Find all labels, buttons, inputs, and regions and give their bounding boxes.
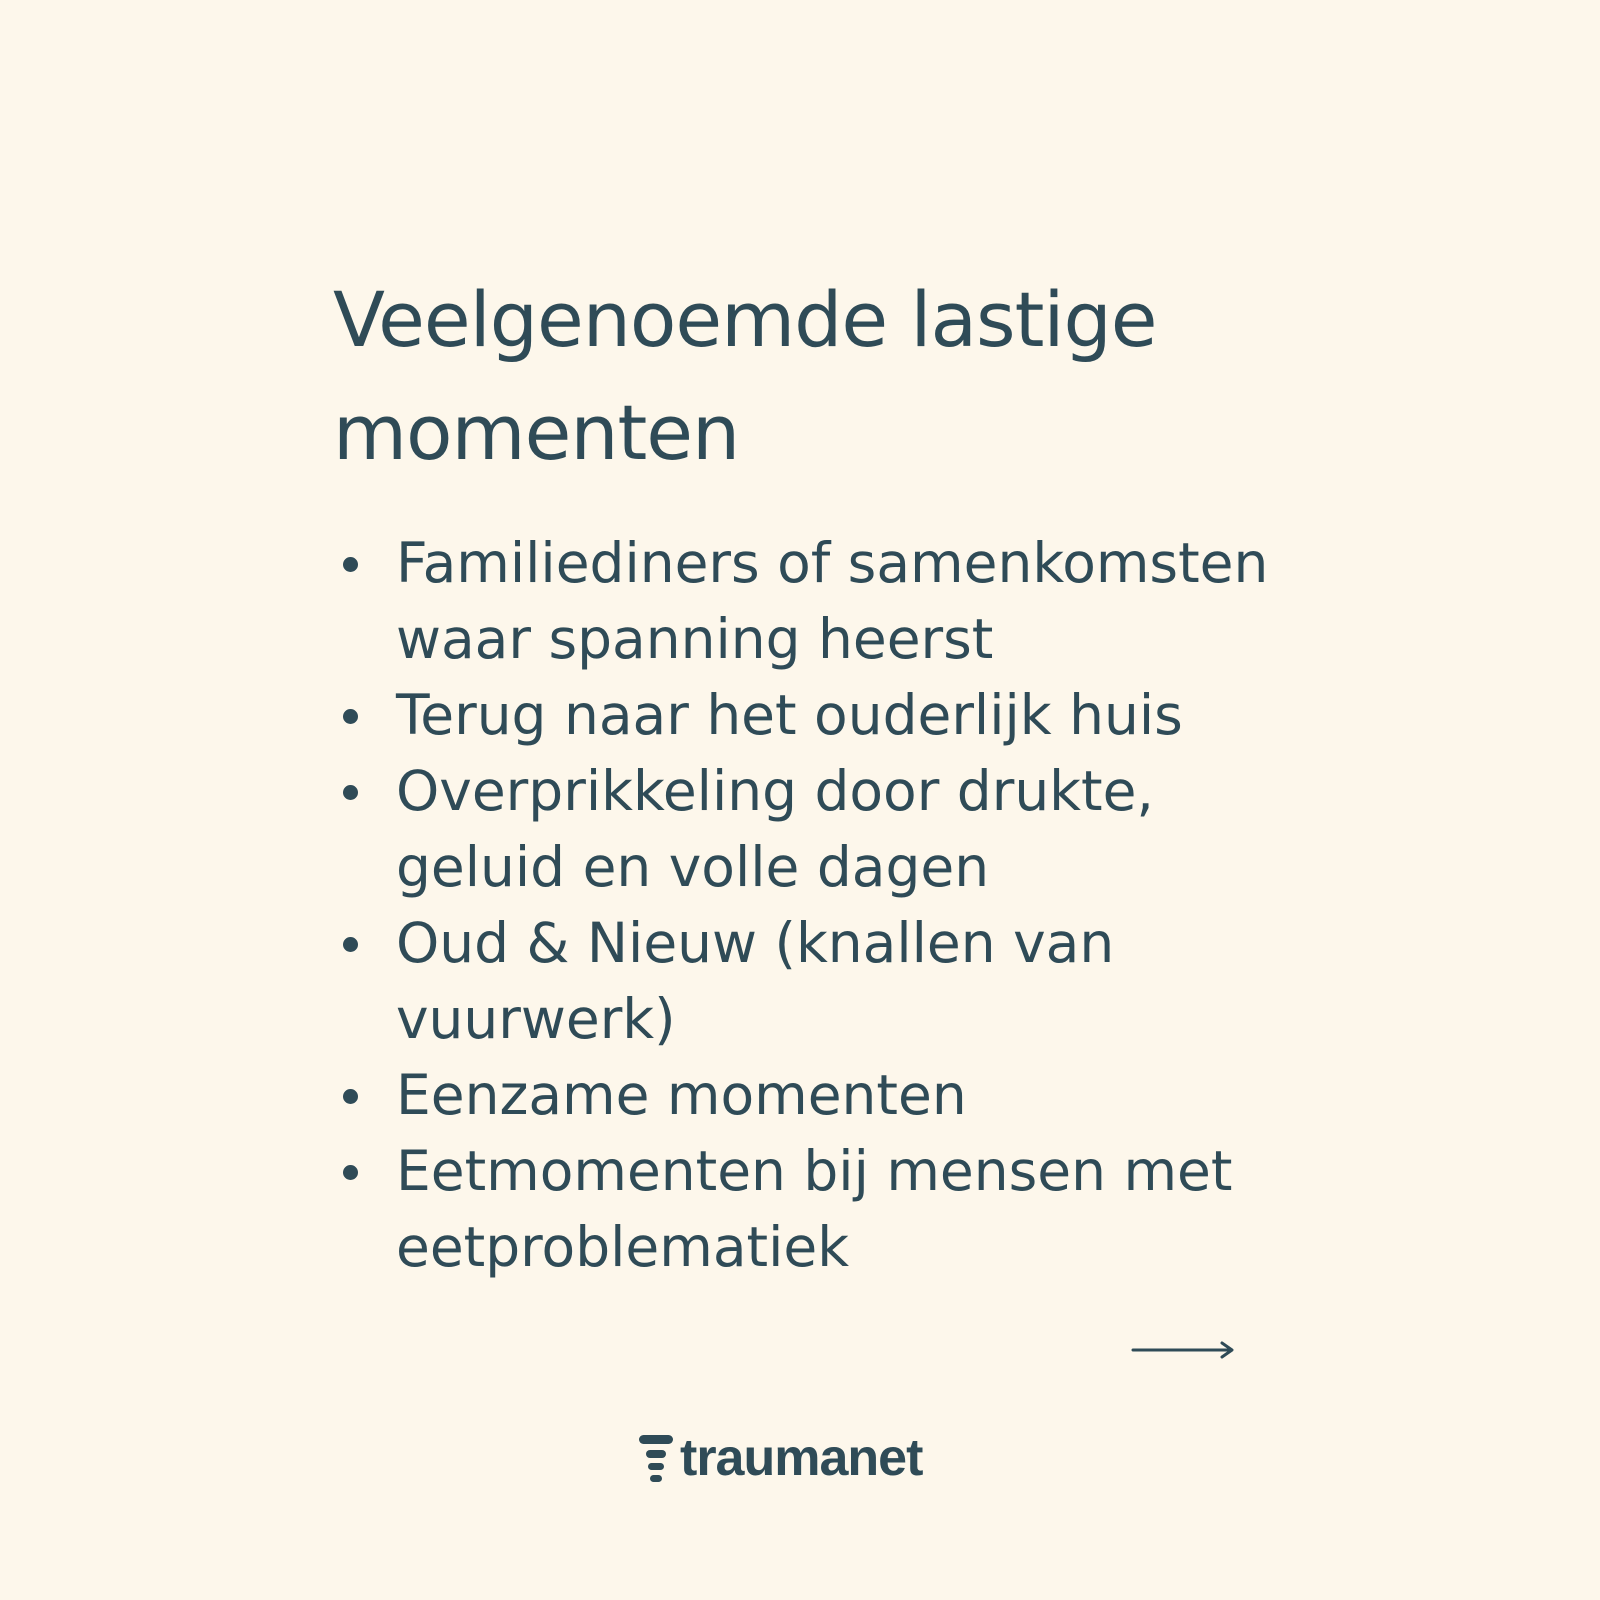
bullet-icon — [343, 1089, 358, 1104]
list-item-line-2: eetproblematiek — [396, 1215, 850, 1279]
list-item — [333, 1057, 1293, 1133]
list-item-line-1: Familiediners of samenkomsten — [396, 531, 1269, 595]
arrow-right-icon[interactable] — [1131, 1335, 1237, 1365]
list-item — [333, 525, 1293, 677]
list-item — [333, 677, 1293, 753]
list-item — [333, 905, 1293, 1057]
bullet-icon — [343, 557, 358, 572]
difficult-moments-list — [333, 525, 1293, 1285]
traumanet-logo-icon — [638, 1433, 674, 1483]
list-item-line-2: vuurwerk) — [396, 987, 676, 1051]
list-item-line-1: Oud & Nieuw (knallen van — [396, 911, 1115, 975]
list-item-line-1: Terug naar het ouderlijk huis — [396, 683, 1183, 747]
logo-wordmark: traumanet — [680, 1429, 923, 1487]
list-item-line-2: geluid en volle dagen — [396, 835, 990, 899]
list-item-line-1: Overprikkeling door drukte, — [396, 759, 1154, 823]
arrow-right-icon-graphic — [1131, 1335, 1237, 1365]
bullet-icon — [343, 785, 358, 800]
bullet-icon — [343, 709, 358, 724]
title-line-1: Veelgenoemde lastige — [333, 275, 1157, 364]
page-title — [333, 263, 1293, 489]
list-item — [333, 1133, 1293, 1285]
title-line-2: momenten — [333, 388, 740, 477]
brand-logo — [638, 1429, 923, 1487]
bullet-icon — [343, 937, 358, 952]
list-item-line-1: Eenzame momenten — [396, 1063, 967, 1127]
list-item-line-1: Eetmomenten bij mensen met — [396, 1139, 1233, 1203]
bullet-icon — [343, 1165, 358, 1180]
list-item — [333, 753, 1293, 905]
list-item-line-2: waar spanning heerst — [396, 607, 994, 671]
